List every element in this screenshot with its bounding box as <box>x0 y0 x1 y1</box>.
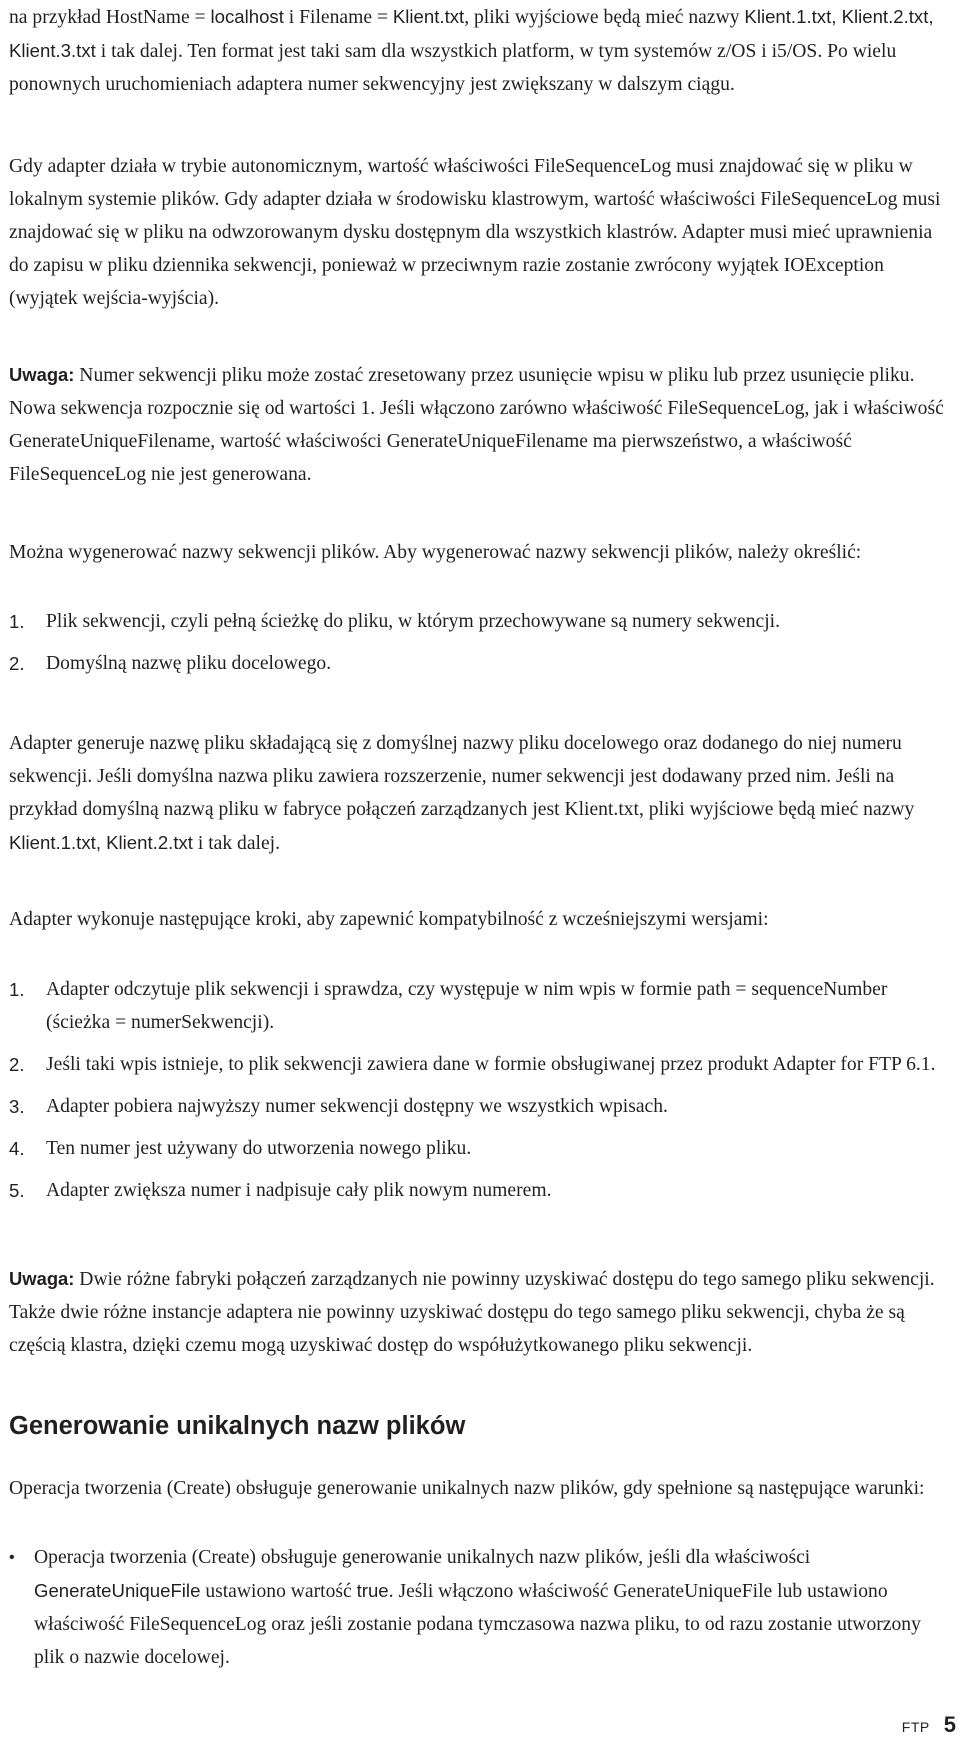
list-item: 3. Adapter pobiera najwyższy numer sekwencji dostępny we wszystkich wpisach. <box>9 1096 668 1117</box>
list-item: • Operacja tworzenia (Create) obsługuje generowanie unikalnych nazw plików, jeśli dla właściwości GenerateUniqueFile ustawiono wartość true. Jeśli włączono właściwość GenerateUniqueFile lub ustawiono właściwość FileSequenceLog oraz jeśli zostanie podana tymczasowa nazwa pliku, to od razu zostanie utworzony plik o nazwie docelowej. <box>9 1541 953 1674</box>
note-paragraph: Uwaga: Dwie różne fabryki połączeń zarządzanych nie powinny uzyskiwać dostępu do tego samego pliku sekwencji. Także dwie różne instancje adaptera nie powinny uzyskiwać dostępu do tego samego pliku sekwencji, chyba że są częścią klastra, dzięki czemu mogą uzyskiwać dostęp do współużytkowanego pliku sekwencji. <box>9 1268 935 1356</box>
sequence-paragraph: Można wygenerować nazwy sekwencji plików. Aby wygenerować nazwy sekwencji plików, należy określić: <box>9 542 862 563</box>
filename-paragraph: Adapter generuje nazwę pliku składającą się z domyślnej nazwy pliku docelowego oraz dodanego do niej numeru sekwencji. Jeśli domyślna nazwa pliku zawiera rozszerzenie, numer sekwencji jest dodawany przed nim. Jeśli na przykład domyślną nazwą pliku w fabryce połączeń zarządzanych jest Klient.txt, pliki wyjściowe będą mieć nazwy Klient.1.txt, Klient.2.txt i tak dalej. <box>9 733 915 854</box>
sequence-list <box>9 605 953 680</box>
intro-paragraph: na przykład HostName = localhost i Filename = Klient.txt, pliki wyjściowe będą mieć nazwy Klient.1.txt, Klient.2.txt, Klient.3.txt i tak dalej. Ten format jest taki sam dla wszystkich platform, w tym systemów z/OS i i5/OS. Po wielu ponownych uruchomieniach adaptera numer sekwencyjny jest zwiększany w dalszym ciągu. <box>9 6 934 95</box>
note-label: Uwaga: <box>9 1268 75 1289</box>
list-item: 2. Jeśli taki wpis istnieje, to plik sekwencji zawiera dane w formie obsługiwanej przez produkt Adapter for FTP 6.1. <box>9 1054 936 1075</box>
compat-list <box>9 973 953 1207</box>
bullet-icon: • <box>9 1549 15 1566</box>
page-number: 5 <box>943 1712 956 1737</box>
standalone-paragraph: Gdy adapter działa w trybie autonomicznym, wartość właściwości FileSequenceLog musi znajdować się w pliku w lokalnym systemie plików. Gdy adapter działa w środowisku klastrowym, wartość właściwości FileSequenceLog musi znajdować się w pliku na odwzorowanym dysku dostępnym dla wszystkich klastrów. Adapter musi mieć uprawnienia do zapisu w pliku dziennika sekwencji, ponieważ w przeciwnym razie zostanie zwrócony wyjątek IOException (wyjątek wejścia-wyjścia). <box>9 156 941 309</box>
note-paragraph: Uwaga: Numer sekwencji pliku może zostać zresetowany przez usunięcie wpisu w pliku lub przez usunięcie pliku. Nowa sekwencja rozpocznie się od wartości 1. Jeśli włączono zarówno właściwość FileSequenceLog, jak i właściwość GenerateUniqueFilename, wartość właściwości GenerateUniqueFilename ma pierwszeństwo, a właściwość FileSequenceLog nie jest generowana. <box>9 364 944 485</box>
list-item: 1. Plik sekwencji, czyli pełną ścieżkę do pliku, w którym przechowywane są numery sekwencji. <box>9 611 781 632</box>
list-item: 1. Adapter odczytuje plik sekwencji i sprawdza, czy występuje w nim wpis w formie path = sequenceNumber (ścieżka = numerSekwencji). <box>9 979 888 1033</box>
list-item: 4. Ten numer jest używany do utworzenia nowego pliku. <box>9 1138 472 1159</box>
create-paragraph: Operacja tworzenia (Create) obsługuje generowanie unikalnych nazw plików, gdy spełnione są następujące warunki: <box>9 1478 925 1499</box>
section-heading: Generowanie unikalnych nazw plików <box>9 1412 466 1440</box>
list-item: 2. Domyślną nazwę pliku docelowego. <box>9 653 332 674</box>
list-item: 5. Adapter zwiększa numer i nadpisuje cały plik nowym numerem. <box>9 1180 552 1201</box>
page-footer <box>902 1712 956 1738</box>
footer-section: FTP <box>901 1719 930 1735</box>
note-label: Uwaga: <box>9 364 75 385</box>
conditions-list <box>9 1541 953 1674</box>
compat-paragraph: Adapter wykonuje następujące kroki, aby zapewnić kompatybilność z wcześniejszymi wersjami: <box>9 909 769 930</box>
